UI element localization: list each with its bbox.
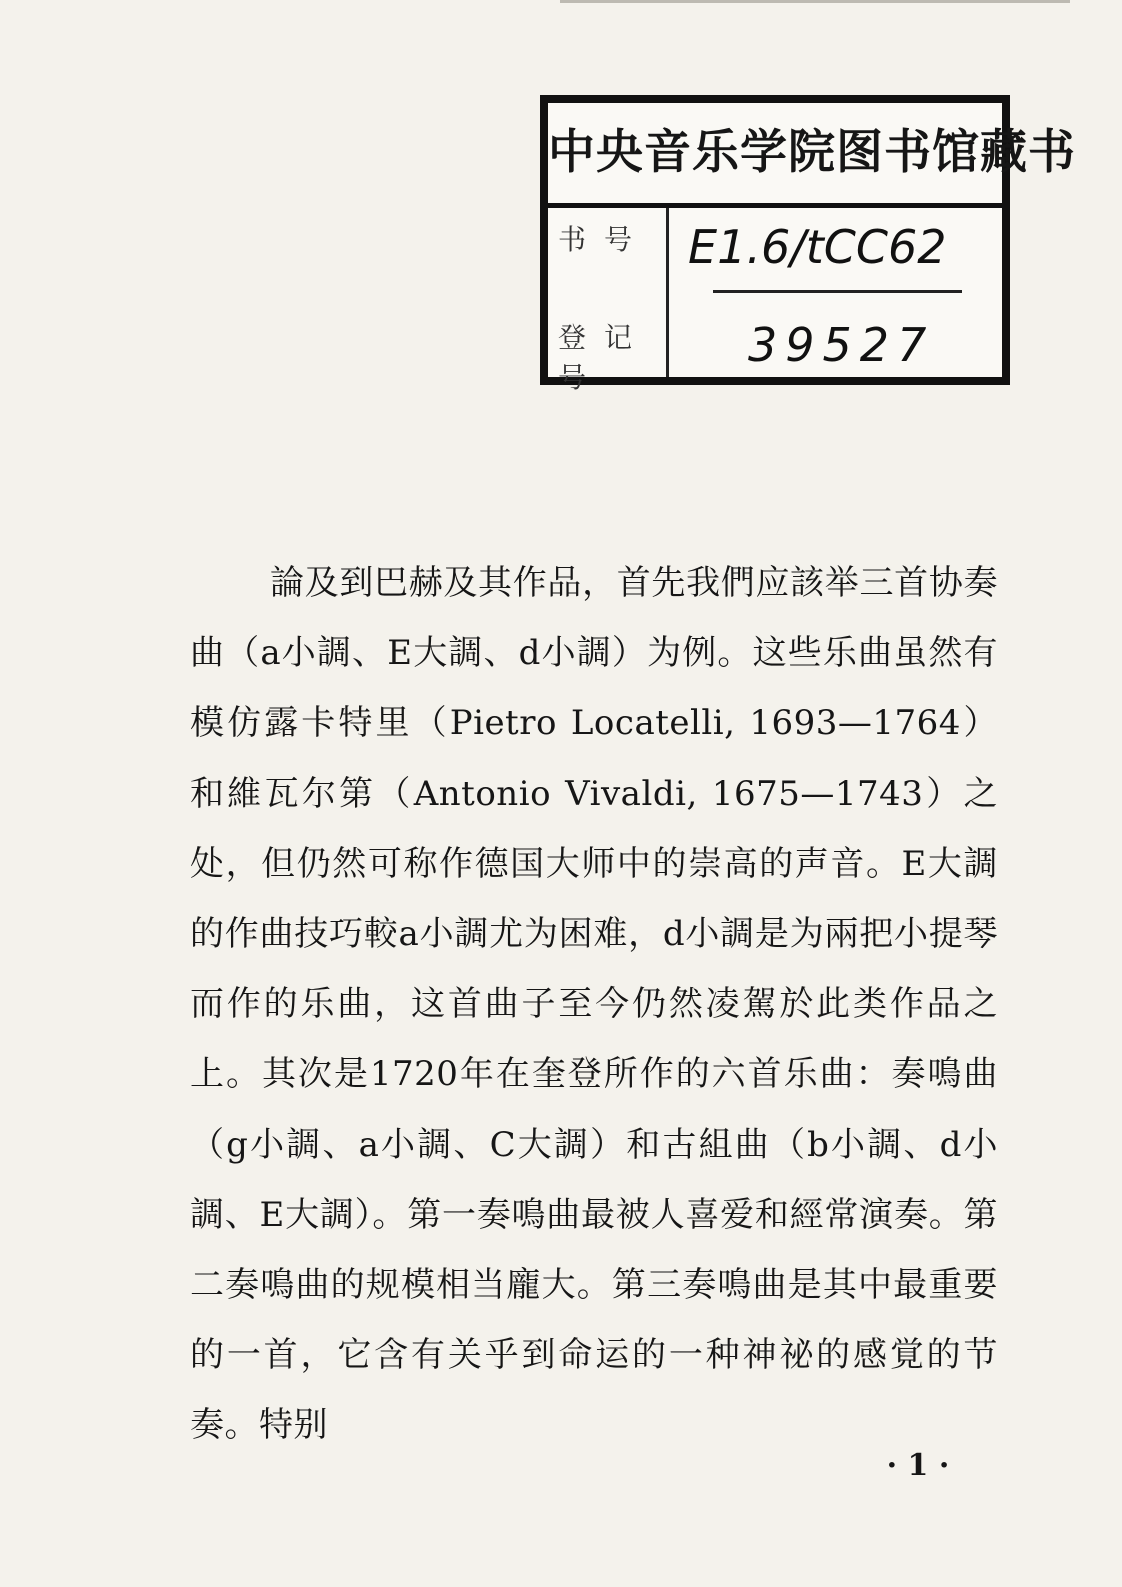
stamp-label-column [548, 208, 669, 394]
page-number: · 1 · [886, 1448, 950, 1483]
stamp-divider [713, 290, 962, 293]
stamp-title: 中央音乐学院图书馆藏书 [548, 103, 1002, 208]
stamp-label-register-number: 登记号 [558, 321, 651, 394]
library-stamp [540, 95, 1076, 394]
stamp-call-number: E1.6/tCC62 [688, 220, 947, 274]
top-edge-rule [560, 0, 1070, 3]
stamp-label-call-number: 书号 [558, 223, 651, 256]
stamp-fields [548, 208, 1002, 394]
stamp-register-number: 39527 [748, 318, 935, 372]
body-paragraph: 論及到巴赫及其作品，首先我們应該举三首协奏曲（a小調、E大調、d小調）为例。这些乐曲虽然有模仿露卡特里（Pietro Locatelli, 1693—1764）和維瓦尔第（Antonio Vivaldi, 1675—1743）之处，但仍然可称作德国大师中的崇高的声音。E大調的作曲技巧較a小調尤为困难，d小調是为兩把小提琴而作的乐曲，这首曲子至今仍然凌駕於此类作品之上。其次是1720年在奎登所作的六首乐曲：奏鳴曲（g小調、a小調、C大調）和古組曲（b小調、d小調、E大調）。第一奏鳴曲最被人喜爱和經常演奏。第二奏鳴曲的规模相当龐大。第三奏鳴曲是其中最重要的一首，它含有关乎到命运的一种神祕的感覚的节奏。特别 [190, 563, 998, 1446]
